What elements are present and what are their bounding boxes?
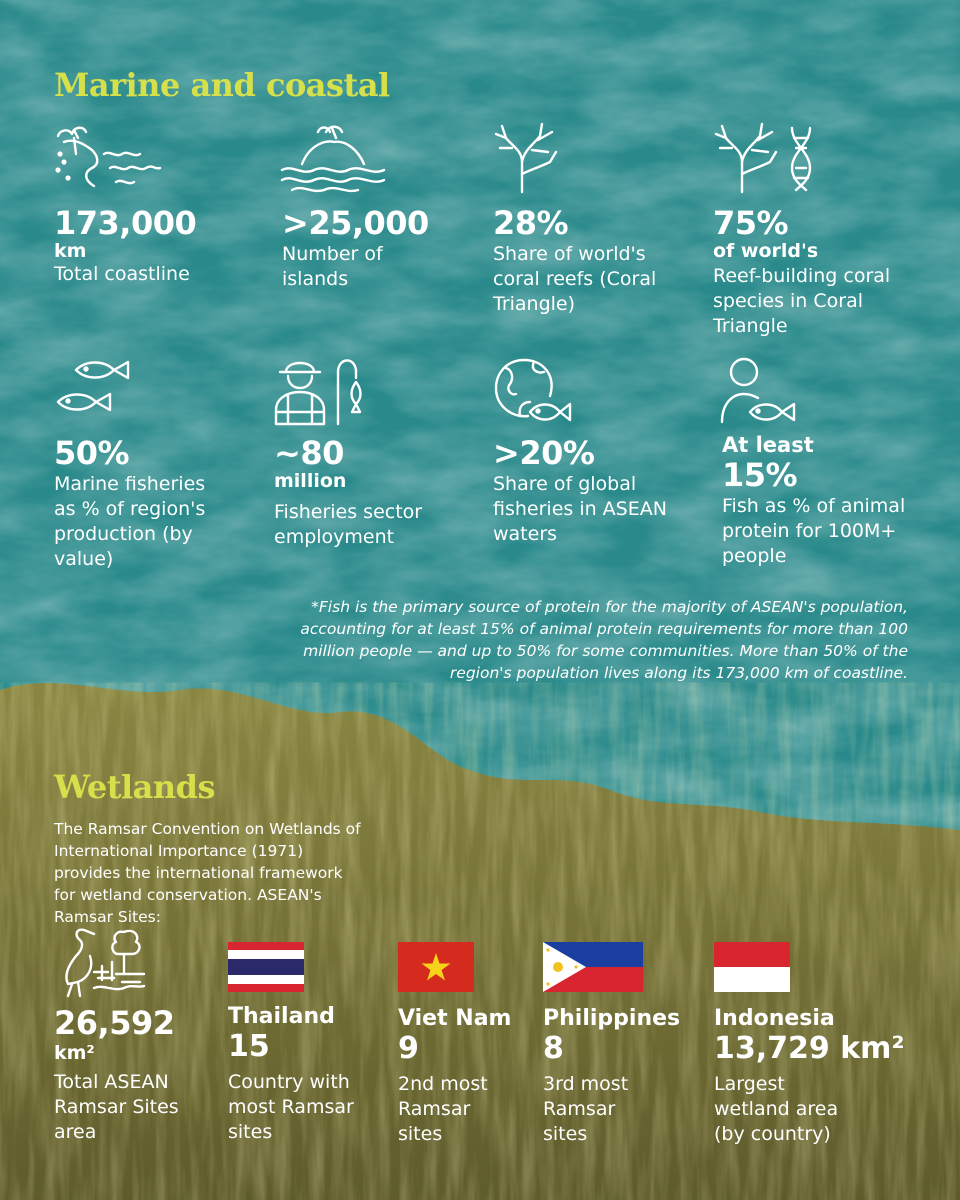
country-philippines [543, 1006, 693, 1147]
country-thailand [228, 1004, 378, 1145]
stat-value: >20% [493, 434, 595, 472]
country-label: 3rd most Ramsar sites [543, 1073, 629, 1145]
stat-unit: At least [722, 433, 814, 457]
stat-value: ~80 [274, 434, 344, 472]
stat-unit: million [274, 470, 347, 492]
stat-coastline [54, 206, 254, 287]
marine-section-title: Marine and coastal [54, 66, 390, 104]
stat-label: Share of global fisheries in ASEAN waters [493, 473, 667, 545]
stat-unit: of world's [713, 240, 819, 262]
stat-global-fisheries [493, 436, 668, 547]
stat-label: Share of world's coral reefs (Coral Triangle) [493, 243, 657, 315]
stat-value: 173,000 [54, 204, 197, 242]
country-name: Philippines [543, 1006, 681, 1031]
marine-footnote: *Fish is the primary source of protein for the majority of ASEAN's population, accounting for at least 15% of animal protein requirements for more than 100 million people — and up to 50% for some communities. More than 50% of the region's population lives along its 173,000 km of coastline. [300, 598, 908, 682]
country-value: 8 [543, 1031, 564, 1066]
philippines-flag-icon [543, 942, 643, 992]
viet-nam-flag-icon [398, 942, 474, 992]
country-name: Thailand [228, 1004, 335, 1029]
country-name: Indonesia [714, 1006, 835, 1031]
globe-fish-icon [494, 356, 574, 426]
country-viet-nam [398, 1006, 528, 1147]
fisher-icon [272, 352, 372, 426]
stat-value: >25,000 [282, 204, 429, 242]
island-icon [280, 124, 390, 194]
stat-marine-fisheries [54, 436, 224, 572]
thailand-flag-icon [228, 942, 304, 992]
stat-label: Marine fisheries as % of region's production (by value) [54, 473, 206, 570]
person-fish-icon [718, 356, 808, 428]
stat-label: Total coastline [54, 263, 190, 285]
country-value: 15 [228, 1029, 270, 1064]
coral-icon [490, 122, 560, 194]
stat-coral-reefs [493, 206, 678, 317]
stat-fisheries-employment [274, 436, 464, 550]
stat-unit: km² [54, 1042, 95, 1064]
heron-tree-icon [54, 926, 146, 998]
stat-value: 26,592 [54, 1004, 175, 1042]
stat-value: 28% [493, 204, 569, 242]
country-value: 13,729 km² [714, 1031, 905, 1066]
stat-value: 15% [722, 456, 798, 494]
coastline-icon [54, 124, 164, 194]
stat-islands [282, 206, 432, 292]
wetlands-section-title: Wetlands [54, 768, 216, 806]
coral-dna-icon [710, 122, 820, 194]
country-value: 9 [398, 1031, 419, 1066]
stat-total-ramsar [54, 1006, 214, 1145]
country-label: Country with most Ramsar sites [228, 1071, 354, 1143]
indonesia-flag-icon [714, 942, 790, 992]
country-label: 2nd most Ramsar sites [398, 1073, 488, 1145]
country-label: Largest wetland area (by country) [714, 1073, 839, 1145]
stat-label: Number of islands [282, 243, 383, 290]
wetlands-intro: The Ramsar Convention on Wetlands of International Importance (1971) provides the international framework for wetland conservation. ASEAN's Ramsar Sites: [54, 820, 361, 926]
stat-label: Reef-building coral species in Coral Triangle [713, 265, 891, 337]
stat-value: 50% [54, 434, 130, 472]
fish-icon [54, 358, 134, 420]
stat-label: Fisheries sector employment [274, 501, 423, 548]
stat-animal-protein [722, 432, 912, 569]
country-name: Viet Nam [398, 1006, 512, 1031]
country-indonesia [714, 1006, 934, 1147]
stat-value: 75% [713, 204, 789, 242]
stat-unit: km [54, 240, 87, 262]
stat-label: Fish as % of animal protein for 100M+ people [722, 495, 906, 567]
stat-label: Total ASEAN Ramsar Sites area [54, 1071, 179, 1143]
stat-coral-species [713, 206, 903, 339]
